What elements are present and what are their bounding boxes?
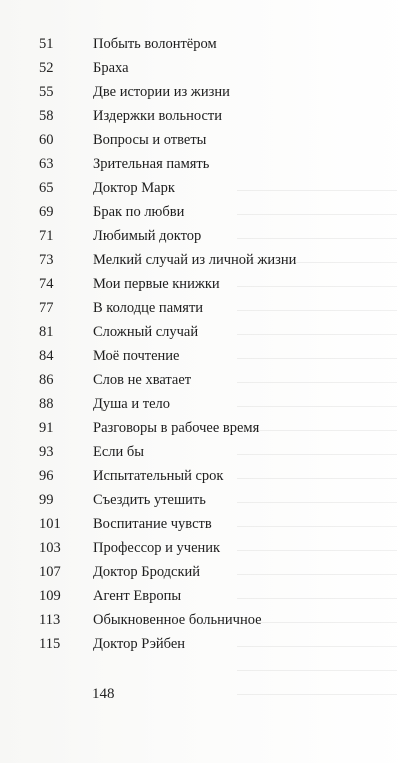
toc-entry <box>0 536 415 560</box>
toc-page-number: 86 <box>39 372 54 388</box>
toc-entry <box>0 344 415 368</box>
toc-page-number: 65 <box>39 180 54 196</box>
toc-page-number: 115 <box>39 636 61 652</box>
toc-entry <box>0 320 415 344</box>
toc-page-number: 71 <box>39 228 54 244</box>
toc-title: Сложный случай <box>93 324 199 340</box>
toc-page-number: 58 <box>39 108 54 124</box>
toc-page-number: 77 <box>39 300 54 316</box>
toc-title: Доктор Марк <box>93 180 175 196</box>
folio-page-number: 148 <box>92 686 115 702</box>
toc-title: Слов не хватает <box>93 372 192 388</box>
toc-page-number: 103 <box>39 540 61 556</box>
toc-title: Брак по любви <box>93 204 185 220</box>
toc-entry <box>0 104 415 128</box>
toc-entry <box>0 608 415 632</box>
toc-entry <box>0 32 415 56</box>
toc-title: Разговоры в рабочее время <box>93 420 260 436</box>
toc-title: Мои первые книжки <box>93 276 220 292</box>
toc-entry <box>0 440 415 464</box>
toc-page-number: 91 <box>39 420 54 436</box>
toc-title: Две истории из жизни <box>93 84 230 100</box>
toc-page-number: 93 <box>39 444 54 460</box>
toc-title: Испытательный срок <box>93 468 224 484</box>
toc-entry <box>0 512 415 536</box>
toc-page-number: 101 <box>39 516 61 532</box>
toc-entry <box>0 152 415 176</box>
toc-title: Съездить утешить <box>93 492 206 508</box>
toc-entry <box>0 560 415 584</box>
toc-page-number: 81 <box>39 324 54 340</box>
toc-entry <box>0 584 415 608</box>
toc-page-number: 99 <box>39 492 54 508</box>
toc-title: В колодце памяти <box>93 300 204 316</box>
toc-page-number: 55 <box>39 84 54 100</box>
toc-page-number: 74 <box>39 276 54 292</box>
toc-entry <box>0 296 415 320</box>
toc-entry <box>0 272 415 296</box>
toc-entry <box>0 176 415 200</box>
toc-entry <box>0 488 415 512</box>
toc-title: Воспитание чувств <box>93 516 212 532</box>
toc-title: Доктор Рэйбен <box>93 636 186 652</box>
toc-page-number: 73 <box>39 252 54 268</box>
toc-title: Профессор и ученик <box>93 540 221 556</box>
toc-title: Агент Европы <box>93 588 182 604</box>
toc-title: Моё почтение <box>93 348 180 364</box>
toc-title: Обыкновенное больничное <box>93 612 262 628</box>
toc-entry <box>0 80 415 104</box>
toc-page-number: 113 <box>39 612 61 628</box>
toc-entry <box>0 200 415 224</box>
toc-entry <box>0 56 415 80</box>
toc-page-number: 60 <box>39 132 54 148</box>
toc-page-number: 88 <box>39 396 54 412</box>
toc-page-number: 96 <box>39 468 54 484</box>
toc-page-number: 84 <box>39 348 54 364</box>
toc-title: Издержки вольности <box>93 108 223 124</box>
toc-title: Побыть волонтёром <box>93 36 217 52</box>
toc-page-number: 51 <box>39 36 54 52</box>
toc-entry <box>0 632 415 656</box>
toc-page-number: 107 <box>39 564 61 580</box>
toc-entry <box>0 248 415 272</box>
toc-title: Мелкий случай из личной жизни <box>93 252 297 268</box>
toc-entry <box>0 224 415 248</box>
toc-title: Если бы <box>93 444 145 460</box>
toc-title: Браха <box>93 60 129 76</box>
toc-entry <box>0 128 415 152</box>
toc-title: Душа и тело <box>93 396 171 412</box>
toc-page-number: 109 <box>39 588 61 604</box>
toc-title: Зрительная память <box>93 156 210 172</box>
toc-page-number: 63 <box>39 156 54 172</box>
toc-page-number: 69 <box>39 204 54 220</box>
toc-entry <box>0 416 415 440</box>
toc-title: Доктор Бродский <box>93 564 201 580</box>
toc-page-number: 52 <box>39 60 54 76</box>
toc-entry <box>0 368 415 392</box>
toc-entry <box>0 464 415 488</box>
toc-title: Любимый доктор <box>93 228 202 244</box>
toc-entry <box>0 392 415 416</box>
toc-title: Вопросы и ответы <box>93 132 207 148</box>
